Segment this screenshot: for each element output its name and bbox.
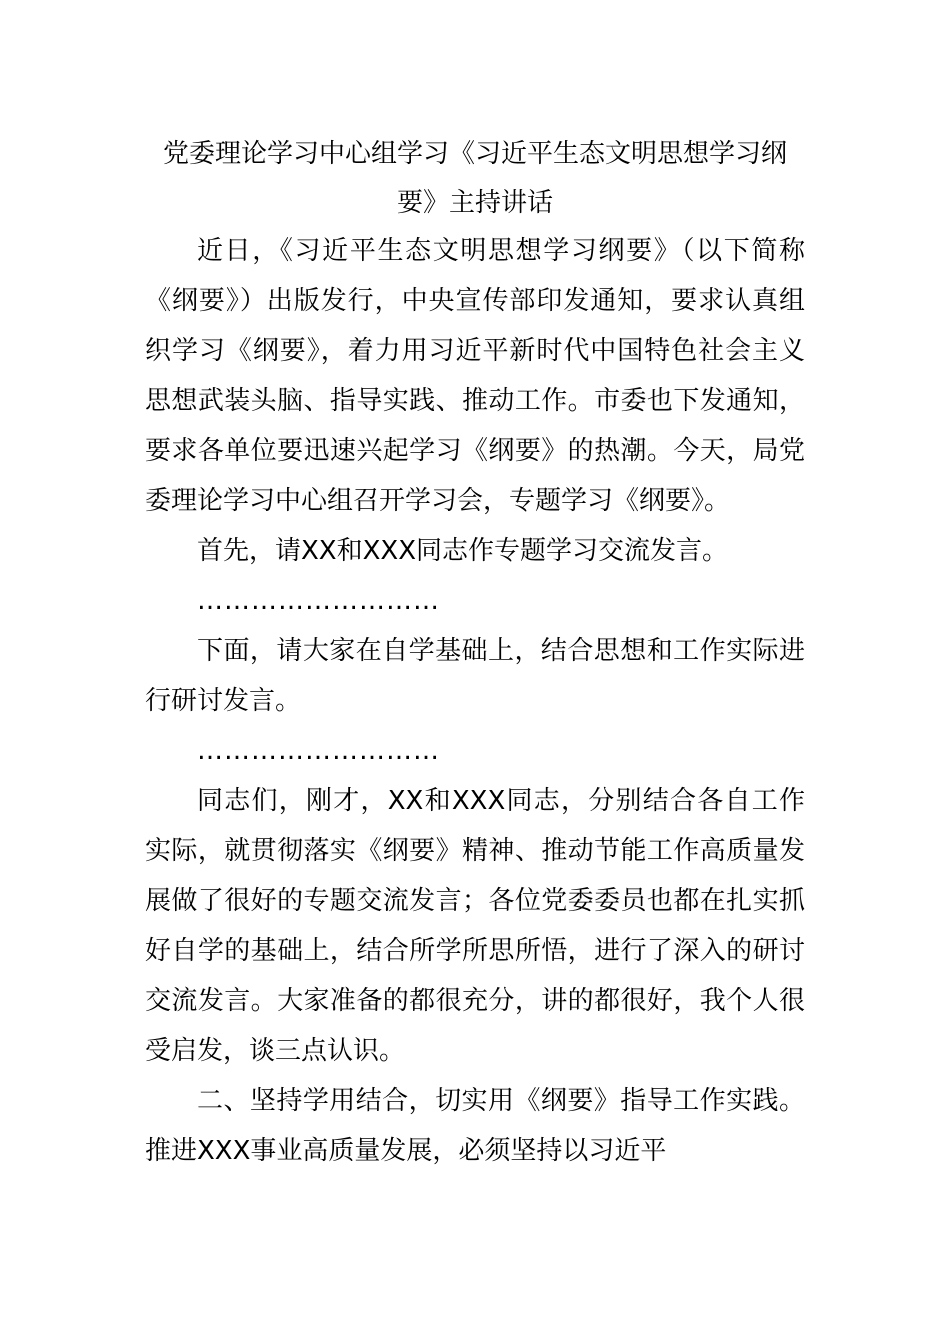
title-line-1: 党委理论学习中心组学习《习近平生态文明思想学习纲 [162,139,787,169]
paragraph-intro: 近日，《习近平生态文明思想学习纲要》（以下简称《纲要》）出版发行，中央宣传部印发通知，要求认真组织学习《纲要》，着力用习近平新时代中国特色社会主义思想武装头脑、指导实践、推动工作。市委也下发通知，要求各单位要迅速兴起学习《纲要》的热潮。今天，局党委理论学习中心组召开学习会，专题学习《纲要》。 [145,236,805,516]
document-body [145,226,805,1176]
title-line-2: 要》主持讲话 [396,188,553,218]
paragraph-ellipsis-2: ……………………… [197,736,440,766]
paragraph-summary: 同志们，刚才，XX和XXX同志，分别结合各自工作实际，就贯彻落实《纲要》精神、推动节能工作高质量发展做了很好的专题交流发言；各位党委委员也都在扎实抓好自学的基础上，结合所学所思所悟，进行了深入的研讨交流发言。大家准备的都很充分，讲的都很好，我个人很受启发，谈三点认识。 [145,786,805,1066]
paragraph-point-two: 二、坚持学用结合，切实用《纲要》指导工作实践。推进XXX事业高质量发展，必须坚持以习近平 [145,1086,805,1166]
paragraph-discussion: 下面，请大家在自学基础上，结合思想和工作实际进行研讨发言。 [145,636,805,716]
paragraph-first-speakers: 首先，请XX和XXX同志作专题学习交流发言。 [197,536,729,566]
document-title [145,130,805,228]
paragraph-ellipsis-1: ……………………… [197,586,440,616]
